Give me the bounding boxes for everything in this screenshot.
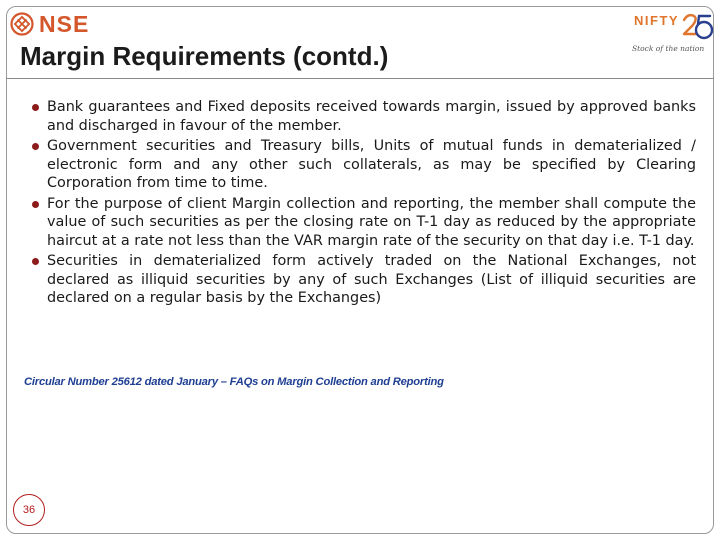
circular-reference: Circular Number 25612 dated January – FAQs on Margin Collection and Reporting [24, 376, 444, 388]
list-item [32, 195, 696, 251]
bullet-list [32, 98, 696, 310]
bullet-dot-icon [32, 143, 39, 150]
nse-diamond-mark-icon [10, 12, 34, 36]
nifty-25-mark-icon [680, 10, 714, 44]
header-divider [6, 78, 714, 79]
list-item [32, 252, 696, 308]
bullet-text: Bank guarantees and Fixed deposits received towards margin, issued by approved banks and discharged in favour of the member. [47, 99, 696, 134]
page-number: 36 [22, 504, 36, 516]
page-title: Margin Requirements (contd.) [20, 41, 389, 71]
page-number-badge [13, 494, 45, 526]
bullet-text: For the purpose of client Margin collection and reporting, the member shall compute the value of such securities as per the closing rate on T-1 day as reduced by the appropriate haircut at a rate not less than the VAR margin rate of the security on that day i.e. T-1 day. [47, 195, 696, 249]
nse-logo-text: NSE [39, 10, 90, 37]
bullet-dot-icon [32, 201, 39, 208]
bullet-dot-icon [32, 258, 39, 265]
nifty-logo [630, 10, 714, 56]
nifty-tagline: Stock of the nation [632, 44, 705, 53]
list-item [32, 98, 696, 135]
bullet-dot-icon [32, 104, 39, 111]
bullet-text: Government securities and Treasury bills, Units of mutual funds in dematerialized / electronic form and any other such collaterals, as may be specified by Clearing Corporation from time to time. [47, 138, 696, 191]
nifty-logo-word: NIFTY [634, 13, 680, 28]
nse-logo [10, 10, 89, 38]
list-item [32, 137, 696, 193]
bullet-text: Securities in dematerialized form actively traded on the National Exchanges, not declared as illiquid securities by any of such Exchanges (List of illiquid securities are declared on a regular basis by the Exchanges) [47, 253, 696, 306]
